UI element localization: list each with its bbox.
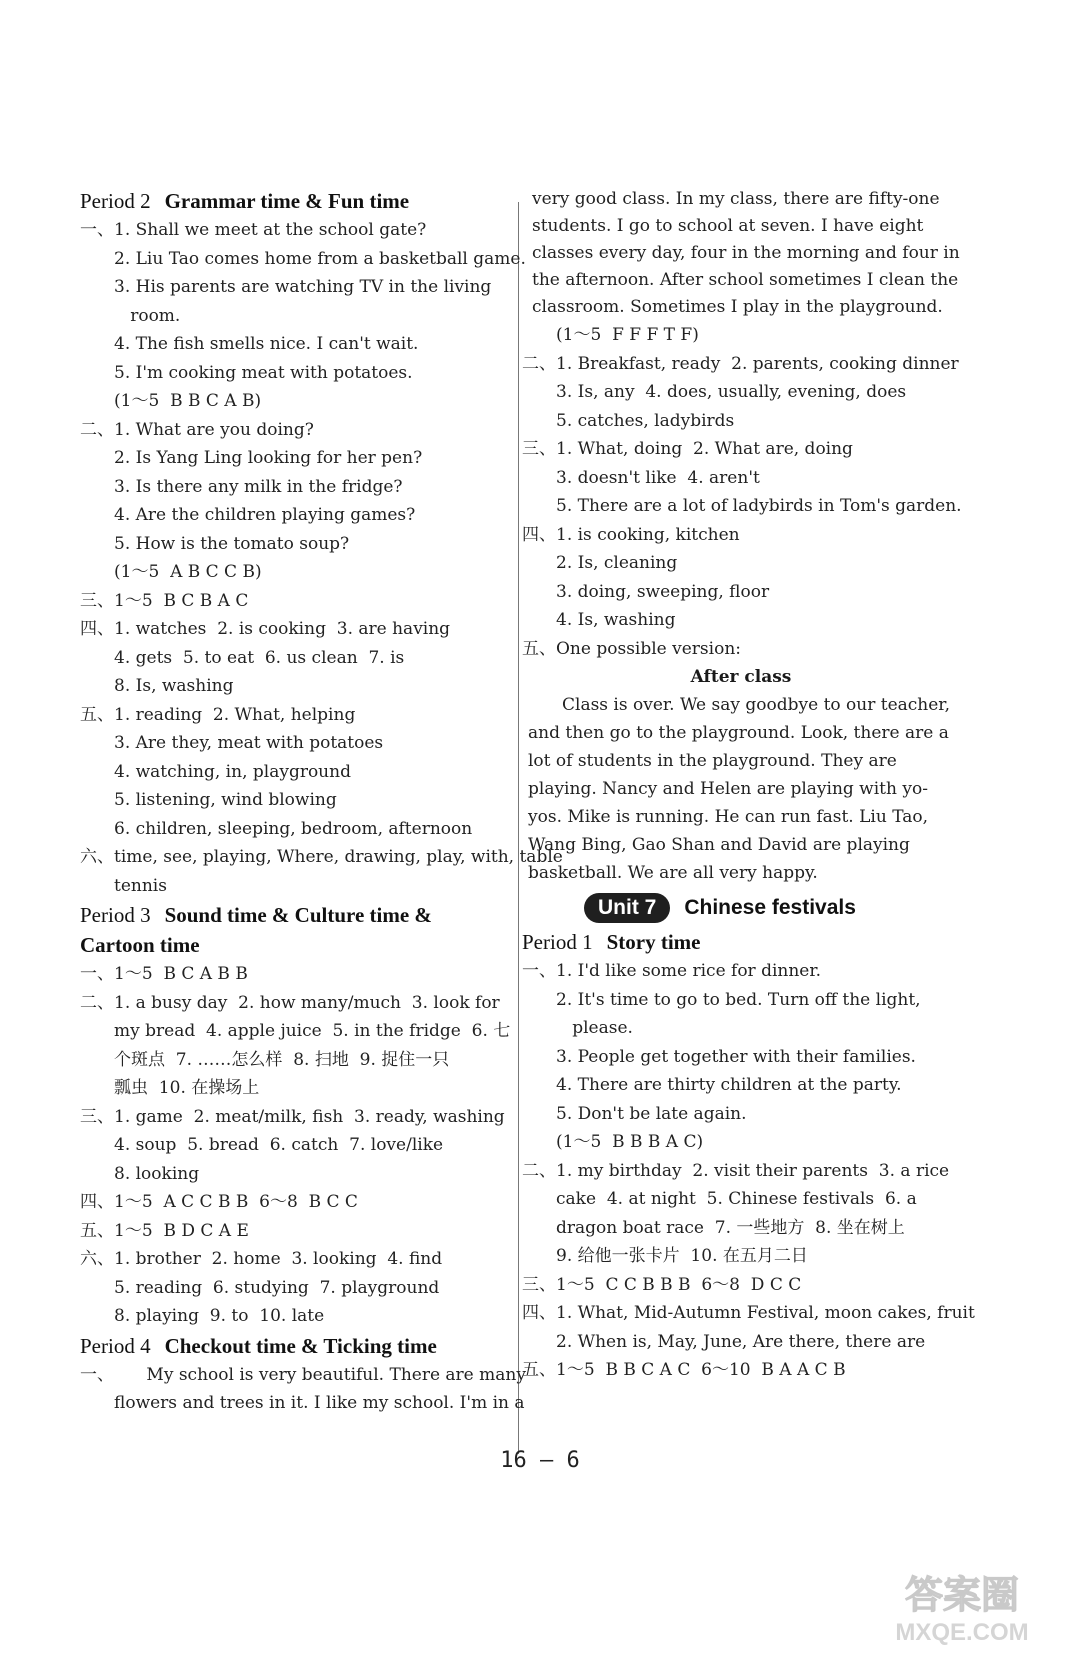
- answer-line: [80, 872, 510, 901]
- section-title-text: Checkout time & Ticking time: [164, 1333, 437, 1358]
- answer-line: [80, 1074, 510, 1103]
- answer-line: [522, 1071, 960, 1100]
- question-marker: 三、: [522, 439, 556, 459]
- answer-text: 1. my birthday 2. visit their parents 3. a rice: [556, 1160, 950, 1181]
- answer-text: One possible version:: [556, 638, 741, 659]
- answer-line: [80, 530, 510, 559]
- answer-line: [80, 1217, 510, 1246]
- answer-line: [522, 578, 960, 607]
- answer-text: My school is very beautiful. There are many: [114, 1364, 526, 1385]
- section-title-text: Sound time & Culture time &: [164, 903, 432, 927]
- answer-line: [522, 378, 960, 407]
- answer-text: 6. children, sleeping, bedroom, afternoon: [114, 818, 473, 839]
- answer-text: 5. How is the tomato soup?: [114, 533, 350, 554]
- answer-text: 2. Is, cleaning: [556, 553, 678, 573]
- answer-line: [522, 407, 960, 436]
- answer-text: 1. I'd like some rice for dinner.: [556, 961, 822, 981]
- answer-text: 3. Is there any milk in the fridge?: [114, 476, 403, 497]
- answer-line: [80, 1017, 510, 1046]
- answer-text: room.: [114, 305, 181, 326]
- watermark-logo: [862, 1564, 1062, 1648]
- answer-line: [80, 587, 510, 616]
- answer-text: dragon boat race 7. 一些地方 8. 坐在树上: [556, 1217, 905, 1238]
- answer-text: 3. His parents are watching TV in the living: [114, 277, 492, 297]
- answer-text: 1. watches 2. is cooking 3. are having: [114, 619, 451, 639]
- answer-text: 1～5 B B C A C 6～10 B A A C B: [556, 1360, 846, 1380]
- answer-text: 1～5 C C B B B 6～8 D C C: [556, 1274, 802, 1295]
- question-marker: 四、: [522, 524, 556, 545]
- answer-text: 3. doesn't like 4. aren't: [556, 467, 760, 488]
- answer-text: 5. Don't be late again.: [556, 1103, 747, 1124]
- question-marker: 六、: [80, 1249, 114, 1269]
- period-number: Period 2: [80, 189, 151, 213]
- answer-line: [522, 986, 960, 1015]
- answer-text: 1～5 A C C B B 6～8 B C C: [114, 1192, 358, 1212]
- answer-line: [80, 960, 510, 989]
- answer-line: [80, 1245, 510, 1274]
- answer-text: 4. soup 5. bread 6. catch 7. love/like: [114, 1135, 444, 1155]
- answer-line: [80, 1131, 510, 1160]
- question-marker: 五、: [522, 638, 556, 659]
- answer-line: [80, 815, 510, 844]
- answer-text: 5. reading 6. studying 7. playground: [114, 1277, 440, 1298]
- question-marker: 四、: [80, 1192, 114, 1212]
- answer-line: [522, 957, 960, 986]
- answer-text: (1～5 F F F T F): [556, 325, 699, 345]
- answer-line: [522, 1242, 960, 1271]
- answer-text: 8. looking: [114, 1163, 200, 1184]
- answer-text: 4. gets 5. to eat 6. us clean 7. is: [114, 647, 405, 668]
- answer-line: [522, 321, 960, 350]
- question-marker: 一、: [80, 1364, 114, 1385]
- answer-line: [522, 1157, 960, 1186]
- answer-line: [522, 1185, 960, 1214]
- question-marker: 一、: [80, 220, 114, 240]
- answer-text: 1～5 B C B A C: [114, 590, 249, 611]
- answer-text: flowers and trees in it. I like my school. I'm in a: [114, 1393, 525, 1413]
- answer-text: 8. playing 9. to 10. late: [114, 1306, 325, 1326]
- continued-paragraph: very good class. In my class, there are fifty-one students. I go to school at seven. I have eight classes every day, four in the morning and four in the afternoon. After school sometimes I clean the classroom. Sometimes I play in the playground.: [532, 189, 960, 317]
- answer-text: 5. catches, ladybirds: [556, 410, 735, 431]
- answer-text: please.: [556, 1018, 633, 1038]
- answer-line: [80, 1046, 510, 1075]
- section-title: [80, 930, 510, 960]
- answer-text: 1. reading 2. What, helping: [114, 704, 356, 725]
- answer-text: 4. watching, in, playground: [114, 761, 351, 782]
- answer-text: (1～5 A B C C B): [114, 562, 262, 582]
- answer-line: [80, 1361, 526, 1390]
- answer-text: 2. Liu Tao comes home from a basketball game.: [114, 248, 526, 269]
- answer-text: (1～5 B B B A C): [556, 1132, 704, 1152]
- answer-line: [80, 1103, 510, 1132]
- section-title: [80, 900, 510, 930]
- page-number: 16 — 6: [500, 1448, 580, 1473]
- answer-line: [522, 1299, 975, 1328]
- answer-line: [80, 1302, 510, 1331]
- answer-text: my bread 4. apple juice 5. in the fridge 6. 七: [114, 1021, 511, 1041]
- answer-line: [522, 1328, 960, 1357]
- answer-text: 1. Breakfast, ready 2. parents, cooking dinner: [556, 353, 959, 374]
- answer-text: 1. a busy day 2. how many/much 3. look for: [114, 992, 500, 1013]
- answer-line: [522, 492, 960, 521]
- period-number: Period 3: [80, 903, 151, 927]
- answer-line: [522, 606, 960, 635]
- answer-text: 1. What, Mid-Autumn Festival, moon cakes, fruit: [556, 1303, 975, 1323]
- section-title: [80, 186, 510, 216]
- unit-heading: [584, 891, 960, 925]
- answer-text: 2. It's time to go to bed. Turn off the light,: [556, 989, 921, 1010]
- answer-text: 1. is cooking, kitchen: [556, 524, 740, 545]
- question-marker: 六、: [80, 847, 114, 867]
- answer-line: [80, 1188, 510, 1217]
- answer-line: [522, 1014, 960, 1043]
- answer-text: 5. listening, wind blowing: [114, 790, 337, 810]
- svg-text:MXQE.COM: MXQE.COM: [895, 1619, 1029, 1646]
- answer-line: [522, 350, 960, 379]
- question-marker: 二、: [80, 992, 114, 1013]
- answer-line: [80, 1274, 510, 1303]
- question-marker: 一、: [80, 964, 114, 984]
- essay-body: Class is over. We say goodbye to our teacher, and then go to the playground. Look, there are a lot of students in the playground. They are playing. Nancy and Helen are playing with yo-yos. Mike is running. He can run fast. Liu Tao, Wang Bing, Gao Shan and David are playing basketball. We are all very happy.: [528, 695, 950, 883]
- unit-title: Chinese festivals: [684, 896, 856, 919]
- answer-text: time, see, playing, Where, drawing, play, with, table: [114, 847, 563, 867]
- column-divider: [518, 202, 519, 1454]
- answer-text: 3. Is, any 4. does, usually, evening, does: [556, 382, 907, 402]
- unit-badge: Unit 7: [584, 893, 670, 923]
- answer-text: 2. Is Yang Ling looking for her pen?: [114, 448, 423, 468]
- period-number: Period 4: [80, 1333, 151, 1358]
- answer-text: 8. Is, washing: [114, 676, 234, 696]
- right-answer-list: [522, 321, 960, 663]
- answer-line: [80, 359, 510, 388]
- answer-line: [522, 635, 960, 664]
- answer-line: [80, 302, 510, 331]
- answer-text: 1. Shall we meet at the school gate?: [114, 220, 427, 240]
- answer-text: 2. When is, May, June, Are there, there are: [556, 1331, 926, 1352]
- question-marker: 四、: [80, 619, 114, 639]
- answer-text: 3. Are they, meat with potatoes: [114, 733, 384, 753]
- answer-text: 1. What are you doing?: [114, 419, 314, 440]
- period-number: Period 1: [522, 930, 593, 954]
- answer-line: [80, 615, 510, 644]
- question-marker: 二、: [80, 419, 114, 440]
- question-marker: 三、: [522, 1274, 556, 1295]
- answer-line: [522, 1271, 960, 1300]
- section-title: [522, 927, 960, 957]
- answer-line: [522, 521, 960, 550]
- section-title: [80, 1331, 510, 1361]
- answer-text: 4. The fish smells nice. I can't wait.: [114, 334, 419, 354]
- answer-line: [80, 330, 510, 359]
- answer-line: [80, 444, 510, 473]
- answer-line: [80, 701, 510, 730]
- answer-text: 3. doing, sweeping, floor: [556, 581, 770, 602]
- answer-line: [522, 1214, 960, 1243]
- answer-line: [522, 435, 960, 464]
- answer-line: [522, 464, 960, 493]
- answer-text: 4. There are thirty children at the party.: [556, 1075, 902, 1095]
- section-title-text: Story time: [606, 930, 701, 954]
- answer-line: [80, 786, 510, 815]
- answer-text: 4. Is, washing: [556, 610, 676, 630]
- answer-text: 9. 给他一张卡片 10. 在五月二日: [556, 1246, 808, 1266]
- answer-line: [80, 245, 526, 274]
- answer-line: [80, 989, 510, 1018]
- answer-line: [80, 416, 510, 445]
- answer-line: [522, 1128, 960, 1157]
- answer-line: [80, 1389, 525, 1418]
- answer-text: (1～5 B B C A B): [114, 391, 262, 411]
- essay-title: After class: [690, 667, 792, 687]
- answer-text: cake 4. at night 5. Chinese festivals 6. a: [556, 1189, 917, 1209]
- question-marker: 五、: [80, 1220, 114, 1241]
- answer-line: [80, 558, 510, 587]
- answer-line: [522, 549, 960, 578]
- answer-line: [80, 758, 510, 787]
- answer-text: tennis: [114, 875, 167, 896]
- answer-text: 瓢虫 10. 在操场上: [114, 1078, 260, 1098]
- answer-line: [80, 843, 563, 872]
- answer-text: 1～5 B D C A E: [114, 1220, 249, 1241]
- question-marker: 五、: [80, 704, 114, 725]
- answer-line: [80, 644, 510, 673]
- answer-text: 1. What, doing 2. What are, doing: [556, 439, 853, 459]
- answer-line: [80, 273, 510, 302]
- right-answer-list-2: [522, 927, 975, 1385]
- section-title-text: Cartoon time: [80, 933, 200, 957]
- question-marker: 三、: [80, 1106, 114, 1127]
- section-title-text: Grammar time & Fun time: [164, 189, 410, 213]
- answer-line: [80, 1160, 510, 1189]
- answer-line: [522, 1356, 960, 1385]
- question-marker: 二、: [522, 353, 556, 374]
- answer-line: [522, 1100, 960, 1129]
- answer-text: 4. Are the children playing games?: [114, 505, 416, 525]
- answer-line: [80, 387, 510, 416]
- answer-text: 5. I'm cooking meat with potatoes.: [114, 362, 413, 383]
- svg-text:答案圈: 答案圈: [904, 1575, 1020, 1617]
- answer-line: [80, 672, 510, 701]
- question-marker: 四、: [522, 1303, 556, 1323]
- question-marker: 二、: [522, 1160, 556, 1181]
- answer-text: 3. People get together with their families.: [556, 1046, 916, 1067]
- answer-text: 个斑点 7. ……怎么样 8. 扫地 9. 捉住一只: [114, 1049, 450, 1070]
- answer-text: 1. game 2. meat/milk, fish 3. ready, washing: [114, 1106, 505, 1127]
- answer-line: [80, 729, 510, 758]
- answer-line: [80, 473, 510, 502]
- answer-line: [80, 216, 510, 245]
- answer-line: [522, 1043, 960, 1072]
- answer-text: 1～5 B C A B B: [114, 964, 248, 984]
- question-marker: 三、: [80, 590, 114, 611]
- answer-text: 1. brother 2. home 3. looking 4. find: [114, 1249, 443, 1269]
- right-column: [522, 186, 975, 1385]
- question-marker: 一、: [522, 961, 556, 981]
- question-marker: 五、: [522, 1360, 556, 1380]
- answer-text: 5. There are a lot of ladybirds in Tom's garden.: [556, 496, 962, 516]
- answer-line: [80, 501, 510, 530]
